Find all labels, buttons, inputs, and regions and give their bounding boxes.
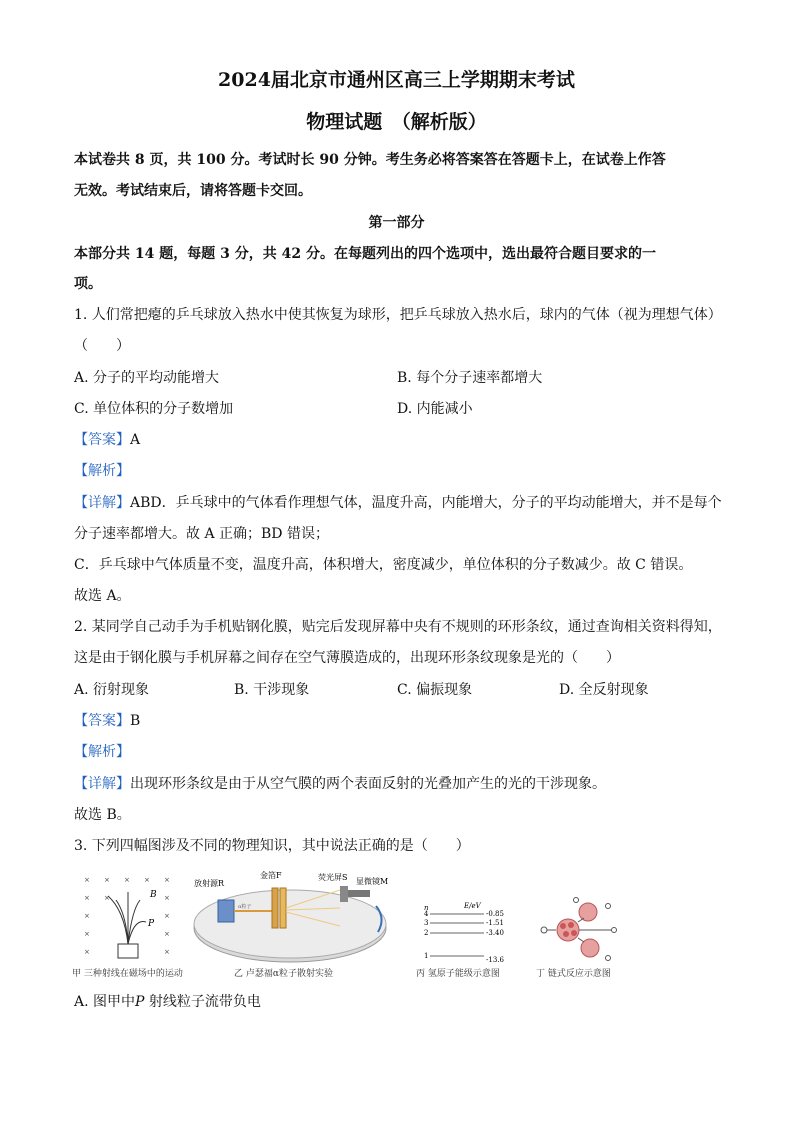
- q1-detail-2: 分子速率都增大。故 A 正确；BD 错误；: [74, 526, 329, 542]
- q1-answer: [74, 430, 721, 450]
- part-title: 第一部分: [368, 215, 425, 231]
- intro-line-2: 无效。考试结束后，请将答题卡交回。: [74, 183, 312, 199]
- q2-detail-1: [74, 774, 721, 794]
- answer-value: A: [130, 432, 141, 448]
- part-desc-1: 本部分共 14 题，每题 3 分，共 42 分。在每题列出的四个选项中，选出最符合题目要求的一: [74, 246, 656, 262]
- ray-label-p: P: [148, 919, 155, 929]
- svg-text:×: ×: [164, 948, 170, 956]
- q1-conclusion: 故选 A。: [74, 588, 131, 604]
- foil-label: 金箔F: [260, 871, 282, 880]
- svg-text:×: ×: [164, 930, 170, 938]
- svg-text:×: ×: [84, 930, 90, 938]
- q3-figures: [72, 870, 632, 982]
- q1-option-b: B. 每个分子速率都增大: [397, 370, 543, 386]
- microscope-label: 显微镜M: [356, 877, 389, 886]
- level-n: 2: [424, 929, 429, 937]
- field-label-b: B: [150, 890, 157, 900]
- q2-option-b: B. 干涉现象: [234, 682, 310, 698]
- q2-answer: [74, 711, 721, 731]
- exam-title: 2024届北京市通州区高三上学期期末考试: [218, 69, 575, 91]
- q2-option-c: C. 偏振现象: [397, 682, 473, 698]
- n-header: n: [424, 904, 429, 912]
- particle-label: α粒子: [238, 904, 252, 910]
- q1-detail-3: C．乒乓球中气体质量不变，温度升高，体积增大，密度减少，单位体积的分子数减少。故 C 错误。: [74, 557, 693, 573]
- svg-text:×: ×: [164, 876, 170, 884]
- svg-text:×: ×: [164, 912, 170, 920]
- q2-conclusion: 故选 B。: [74, 807, 131, 823]
- svg-text:×: ×: [84, 894, 90, 902]
- q2-option-d: D. 全反射现象: [559, 682, 649, 698]
- q1-stem-1: 1. 人们常把瘪的乒乓球放入热水中使其恢复为球形，把乒乓球放入热水后，球内的气体（视为理想气体）: [74, 307, 722, 323]
- q2-option-a: A. 衍射现象: [74, 682, 150, 698]
- screen-label: 荧光屏S: [318, 873, 348, 882]
- figure-b-caption: 乙 卢瑟福α粒子散射实验: [234, 969, 333, 979]
- svg-text:×: ×: [84, 948, 90, 956]
- chain-reaction-diagram: [536, 870, 632, 966]
- svg-text:×: ×: [84, 876, 90, 884]
- figure-c-caption: 丙 氢原子能级示意图: [416, 969, 500, 979]
- figure-b: [190, 870, 400, 982]
- option-prefix: A. 图甲中: [74, 994, 136, 1010]
- detail-text: 出现环形条纹是由于从空气膜的两个表面反射的光叠加产生的光的干涉现象。: [130, 776, 606, 792]
- q3-stem: 3. 下列四幅图涉及不同的物理知识，其中说法正确的是（ ）: [74, 838, 470, 854]
- q1-option-c: C. 单位体积的分子数增加: [74, 401, 234, 417]
- level-e: -13.6: [486, 956, 504, 964]
- figure-d-caption: 丁 链式反应示意图: [536, 969, 611, 979]
- intro-line-1: 本试卷共 8 页，共 100 分。考试时长 90 分钟。考生务必将答案答在答题卡上，在试卷上作答: [74, 152, 666, 168]
- exam-subtitle: 物理试题 （解析版）: [306, 111, 487, 133]
- svg-text:×: ×: [164, 894, 170, 902]
- figure-a-caption: 甲 三种射线在磁场中的运动: [72, 969, 183, 979]
- svg-text:×: ×: [104, 894, 110, 902]
- level-e: -1.51: [486, 919, 504, 927]
- q3-option-a: [74, 992, 721, 1012]
- q1-option-d: D. 内能减小: [397, 401, 473, 417]
- level-e: -0.85: [486, 910, 504, 918]
- answer-value: B: [130, 713, 141, 729]
- q2-stem-2: 这是由于钢化膜与手机屏幕之间存在空气薄膜造成的，出现环形条纹现象是光的（ ）: [74, 650, 620, 666]
- detail-label: 【详解】: [74, 495, 130, 511]
- svg-text:×: ×: [144, 876, 150, 884]
- q1-stem-2: （ ）: [74, 338, 130, 354]
- svg-text:×: ×: [104, 876, 110, 884]
- source-label: 放射源R: [194, 879, 225, 888]
- q2-analysis-label: 【解析】: [74, 744, 130, 760]
- svg-text:×: ×: [124, 876, 130, 884]
- q1-detail-1: [74, 493, 721, 513]
- figure-d: [536, 870, 632, 982]
- e-header: E/eV: [464, 902, 481, 910]
- q1-option-a: A. 分子的平均动能增大: [74, 370, 220, 386]
- figure-a: [72, 870, 192, 982]
- answer-label: 【答案】: [74, 713, 130, 729]
- option-suffix: 射线粒子流带负电: [144, 994, 261, 1010]
- q1-analysis-label: 【解析】: [74, 463, 130, 479]
- svg-text:×: ×: [84, 912, 90, 920]
- detail-text: ABD．乒乓球中的气体看作理想气体，温度升高，内能增大，分子的平均动能增大，并不是每个: [130, 495, 722, 511]
- level-e: -3.40: [486, 929, 504, 937]
- option-variable: P: [135, 994, 145, 1010]
- magnetic-field-diagram: [72, 870, 192, 966]
- level-n: 3: [424, 919, 429, 927]
- figure-c: [416, 870, 526, 982]
- rutherford-apparatus: [190, 870, 400, 966]
- energy-level-diagram: [416, 870, 526, 966]
- level-n: 1: [424, 952, 429, 960]
- detail-label: 【详解】: [74, 776, 130, 792]
- level-n: 4: [424, 910, 429, 918]
- part-desc-2: 项。: [74, 276, 102, 292]
- answer-label: 【答案】: [74, 432, 130, 448]
- q2-stem-1: 2. 某同学自己动手为手机贴钢化膜，贴完后发现屏幕中央有不规则的环形条纹，通过查询相关资料得知，: [74, 619, 722, 635]
